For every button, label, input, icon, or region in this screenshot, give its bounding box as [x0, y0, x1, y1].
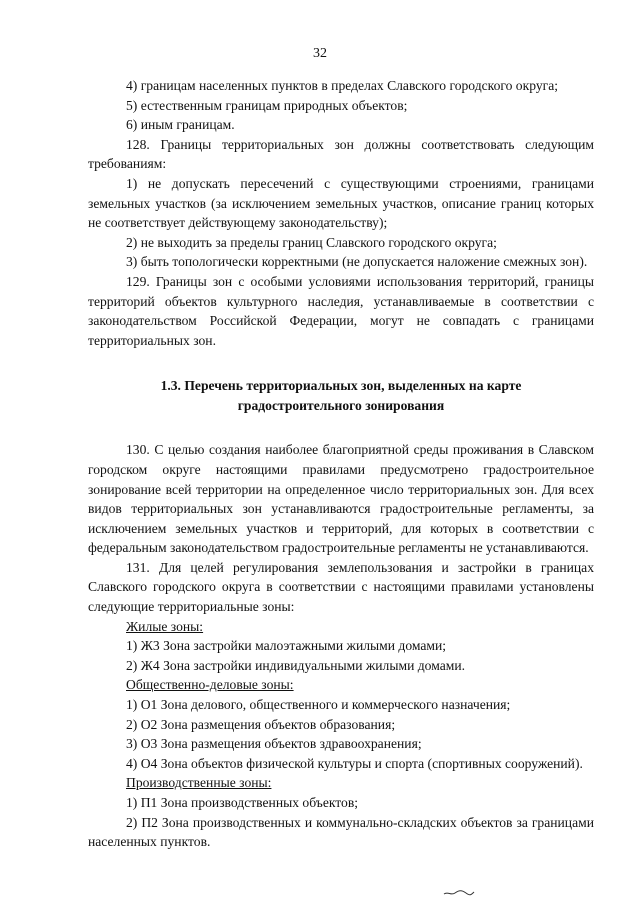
residential-zones-title: Жилые зоны:	[126, 618, 204, 634]
list-item: 3) О3 Зона размещения объектов здравоохранения;	[126, 736, 422, 752]
list-item: 1) Ж3 Зона застройки малоэтажными жилыми домами;	[126, 638, 447, 654]
paragraph: 4) границам населенных пунктов в пределах Славского городского округа;	[126, 78, 559, 93]
paragraph: 3) быть топологически корректными (не допускается наложение смежных зон).	[126, 254, 588, 270]
signature-mark-icon	[442, 888, 476, 898]
list-item: 4) О4 Зона объектов физической культуры и спорта (спортивных сооружений).	[126, 755, 583, 771]
paragraph: 5) естественным границам природных объектов;	[126, 97, 408, 113]
paragraph: 131. Для целей регулирования землепользования и застройки в границах Славского городского округа в соответствии с настоящими правилами установлены следующие территориальные зоны:	[88, 559, 594, 615]
industrial-zones-title: Производственные зоны:	[126, 775, 272, 791]
list-item: 2) О2 Зона размещения объектов образования;	[126, 716, 396, 732]
paragraph: 128. Границы территориальных зон должны соответствовать следующим требованиям:	[88, 136, 594, 172]
paragraph: 129. Границы зон с особыми условиями использования территорий, границы территорий объектов культурного наследия, устанавливаемые в соответствии с законодательством Российской Федерации, могут не совпадать с границами территориальных зон.	[88, 273, 594, 348]
paragraph: 2) не выходить за пределы границ Славского городского округа;	[126, 234, 497, 250]
document-body	[88, 76, 594, 852]
section-heading: 1.3. Перечень территориальных зон, выделенных на карте градостроительного зонирования	[160, 378, 522, 414]
list-item: 2) П2 Зона производственных и коммунально-складских объектов за границами населенных пунктов.	[88, 814, 594, 850]
page-number: 32	[313, 46, 327, 61]
paragraph: 6) иным границам.	[126, 117, 235, 133]
paragraph: 130. С целью создания наиболее благоприятной среды проживания в Славском городском округе настоящими правилами предусмотрено градостроительное зонирование всей территории на определенное число территориальных зон. Для всех видов территориальных зон устанавливаются градостроительные регламенты, за исключением земельных участков и территорий, для которых в соответствии с федеральным законодательством градостроительные регламенты не устанавливаются.	[88, 442, 594, 556]
list-item: 1) П1 Зона производственных объектов;	[126, 795, 359, 810]
list-item: 2) Ж4 Зона застройки индивидуальными жилыми домами.	[126, 657, 466, 673]
business-zones-title: Общественно-деловые зоны:	[126, 677, 294, 693]
list-item: 1) О1 Зона делового, общественного и коммерческого назначения;	[126, 697, 511, 713]
paragraph: 1) не допускать пересечений с существующими строениями, границами земельных участков (за исключением земельных участков, описание границ которых не соответствует действующему законодательству);	[88, 175, 594, 231]
